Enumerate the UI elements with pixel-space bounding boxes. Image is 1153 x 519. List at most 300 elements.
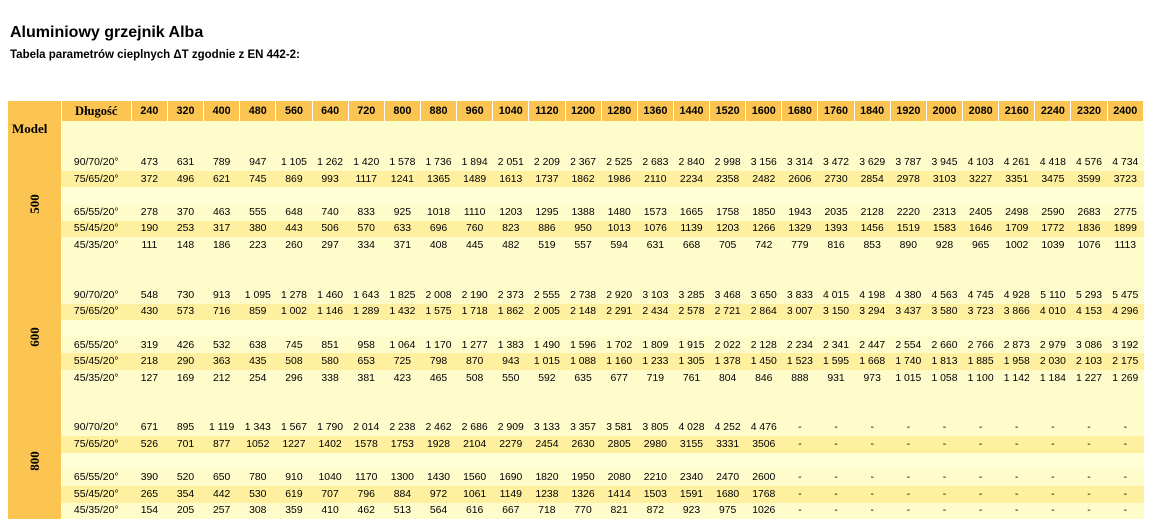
empty-cell xyxy=(601,270,637,287)
value-cell: 212 xyxy=(204,370,240,387)
empty-cell xyxy=(276,387,312,404)
value-cell: 1 432 xyxy=(384,304,420,321)
empty-cell xyxy=(61,121,131,138)
value-cell: 4 476 xyxy=(746,420,782,437)
empty-cell xyxy=(131,187,167,204)
value-cell: 745 xyxy=(240,171,276,188)
empty-cell xyxy=(457,387,493,404)
value-cell: 3 866 xyxy=(999,304,1035,321)
value-cell: 1 058 xyxy=(926,370,962,387)
empty-cell xyxy=(61,254,131,271)
temperature-label: 65/55/20° xyxy=(61,337,131,354)
value-cell: 740 xyxy=(312,204,348,221)
empty-cell xyxy=(167,270,203,287)
empty-cell xyxy=(204,453,240,470)
value-cell: 973 xyxy=(854,370,890,387)
value-cell: 638 xyxy=(240,337,276,354)
value-cell: 2 686 xyxy=(457,420,493,437)
value-cell: 3 581 xyxy=(601,420,637,437)
value-cell: 950 xyxy=(565,221,601,238)
value-cell: 148 xyxy=(167,237,203,254)
value-cell: 3 437 xyxy=(890,304,926,321)
spacer-row xyxy=(8,187,1144,204)
value-cell: 2590 xyxy=(1035,204,1071,221)
empty-cell xyxy=(240,254,276,271)
value-cell: - xyxy=(963,486,999,503)
empty-cell xyxy=(963,403,999,420)
empty-cell xyxy=(673,138,709,155)
value-cell: 823 xyxy=(493,221,529,238)
empty-cell xyxy=(61,320,131,337)
empty-cell xyxy=(312,320,348,337)
value-cell: 338 xyxy=(312,370,348,387)
empty-cell xyxy=(963,138,999,155)
value-cell: 779 xyxy=(782,237,818,254)
value-cell: 190 xyxy=(131,221,167,238)
value-cell: 5 110 xyxy=(1035,287,1071,304)
empty-cell xyxy=(999,453,1035,470)
empty-cell xyxy=(1071,187,1107,204)
length-header-cell: 800 xyxy=(384,101,420,121)
value-cell: 1737 xyxy=(529,171,565,188)
empty-cell xyxy=(384,270,420,287)
empty-cell xyxy=(818,138,854,155)
empty-cell xyxy=(1071,138,1107,155)
value-cell: - xyxy=(782,436,818,453)
value-cell: 2498 xyxy=(999,204,1035,221)
value-cell: 218 xyxy=(131,353,167,370)
value-cell: 473 xyxy=(131,154,167,171)
value-cell: 913 xyxy=(204,287,240,304)
model-name-cell xyxy=(8,403,61,519)
value-cell: 1 064 xyxy=(384,337,420,354)
empty-cell xyxy=(240,453,276,470)
value-cell: 931 xyxy=(818,370,854,387)
empty-cell xyxy=(1071,254,1107,271)
empty-cell xyxy=(565,453,601,470)
empty-cell xyxy=(420,453,456,470)
value-cell: 631 xyxy=(167,154,203,171)
empty-cell xyxy=(782,320,818,337)
empty-cell xyxy=(167,254,203,271)
value-cell: 3 156 xyxy=(746,154,782,171)
empty-cell xyxy=(384,138,420,155)
value-cell: 619 xyxy=(276,486,312,503)
value-cell: - xyxy=(999,469,1035,486)
value-cell: - xyxy=(818,436,854,453)
value-cell: - xyxy=(1071,436,1107,453)
value-cell: 1 015 xyxy=(529,353,565,370)
empty-cell xyxy=(348,187,384,204)
value-cell: 1139 xyxy=(673,221,709,238)
empty-cell xyxy=(384,187,420,204)
value-cell: 719 xyxy=(637,370,673,387)
value-cell: 975 xyxy=(710,503,746,519)
value-cell: 4 028 xyxy=(673,420,709,437)
value-cell: 1 289 xyxy=(348,304,384,321)
value-cell: 2220 xyxy=(890,204,926,221)
value-cell: 993 xyxy=(312,171,348,188)
value-cell: 621 xyxy=(204,171,240,188)
table-row xyxy=(8,503,1144,519)
empty-cell xyxy=(999,138,1035,155)
value-cell: 677 xyxy=(601,370,637,387)
empty-cell xyxy=(963,254,999,271)
value-cell: - xyxy=(890,420,926,437)
value-cell: 1300 xyxy=(384,469,420,486)
value-cell: 1 643 xyxy=(348,287,384,304)
value-cell: 1503 xyxy=(637,486,673,503)
empty-cell xyxy=(890,403,926,420)
empty-cell xyxy=(240,387,276,404)
empty-cell xyxy=(457,187,493,204)
empty-cell xyxy=(818,270,854,287)
value-cell: 2980 xyxy=(637,436,673,453)
value-cell: 804 xyxy=(710,370,746,387)
value-cell: 2854 xyxy=(854,171,890,188)
value-cell: 1899 xyxy=(1107,221,1143,238)
value-cell: 888 xyxy=(782,370,818,387)
empty-cell xyxy=(926,187,962,204)
value-cell: - xyxy=(854,503,890,519)
value-cell: 1709 xyxy=(999,221,1035,238)
value-cell: 1 718 xyxy=(457,304,493,321)
empty-cell xyxy=(601,254,637,271)
value-cell: 1 813 xyxy=(926,353,962,370)
value-cell: 4 261 xyxy=(999,154,1035,171)
empty-cell xyxy=(999,121,1035,138)
value-cell: 1052 xyxy=(240,436,276,453)
value-cell: 925 xyxy=(384,204,420,221)
empty-cell xyxy=(1071,320,1107,337)
value-cell: - xyxy=(926,503,962,519)
value-cell: 631 xyxy=(637,237,673,254)
value-cell: - xyxy=(963,469,999,486)
empty-cell xyxy=(167,387,203,404)
value-cell: 186 xyxy=(204,237,240,254)
temperature-label: 75/65/20° xyxy=(61,304,131,321)
empty-cell xyxy=(601,187,637,204)
value-cell: - xyxy=(999,436,1035,453)
value-cell: 1 885 xyxy=(963,353,999,370)
spacer-row xyxy=(8,453,1144,470)
value-cell: 1 383 xyxy=(493,337,529,354)
value-cell: 3 314 xyxy=(782,154,818,171)
value-cell: 1203 xyxy=(710,221,746,238)
empty-cell xyxy=(565,254,601,271)
empty-cell xyxy=(167,187,203,204)
value-cell: 2 578 xyxy=(673,304,709,321)
table-row xyxy=(8,370,1144,387)
empty-cell xyxy=(963,187,999,204)
value-cell: 2 008 xyxy=(420,287,456,304)
value-cell: 2683 xyxy=(1071,204,1107,221)
value-cell: - xyxy=(890,436,926,453)
empty-cell xyxy=(673,270,709,287)
empty-cell xyxy=(854,138,890,155)
value-cell: 4 252 xyxy=(710,420,746,437)
empty-cell xyxy=(131,403,167,420)
empty-cell xyxy=(312,403,348,420)
temperature-label: 65/55/20° xyxy=(61,204,131,221)
value-cell: 319 xyxy=(131,337,167,354)
value-cell: 548 xyxy=(131,287,167,304)
value-cell: - xyxy=(854,436,890,453)
empty-cell xyxy=(637,254,673,271)
empty-cell xyxy=(890,270,926,287)
model-label: Model xyxy=(8,121,61,138)
value-cell: - xyxy=(1035,469,1071,486)
value-cell: 972 xyxy=(420,486,456,503)
value-cell: 3 580 xyxy=(926,304,962,321)
spacer-row xyxy=(8,254,1144,271)
value-cell: 4 103 xyxy=(963,154,999,171)
value-cell: 1365 xyxy=(420,171,456,188)
value-cell: 445 xyxy=(457,237,493,254)
empty-cell xyxy=(565,270,601,287)
length-header-cell: 1040 xyxy=(493,101,529,121)
value-cell: 1393 xyxy=(818,221,854,238)
empty-cell xyxy=(782,403,818,420)
value-cell: 1 269 xyxy=(1107,370,1143,387)
value-cell: - xyxy=(999,486,1035,503)
empty-cell xyxy=(1107,387,1143,404)
value-cell: 359 xyxy=(276,503,312,519)
length-header-cell: 720 xyxy=(348,101,384,121)
empty-cell xyxy=(493,254,529,271)
value-cell: 1 170 xyxy=(420,337,456,354)
value-cell: 1591 xyxy=(673,486,709,503)
empty-cell xyxy=(457,453,493,470)
empty-cell xyxy=(276,138,312,155)
value-cell: 2 660 xyxy=(926,337,962,354)
empty-cell xyxy=(818,453,854,470)
value-cell: 508 xyxy=(457,370,493,387)
value-cell: - xyxy=(1107,503,1143,519)
value-cell: 1753 xyxy=(384,436,420,453)
length-label: Długość xyxy=(61,101,131,121)
model-name-cell xyxy=(8,270,61,403)
empty-cell xyxy=(601,453,637,470)
empty-cell xyxy=(131,453,167,470)
empty-cell xyxy=(746,320,782,337)
temperature-label: 55/45/20° xyxy=(61,486,131,503)
value-cell: 707 xyxy=(312,486,348,503)
empty-cell xyxy=(384,387,420,404)
empty-cell xyxy=(601,320,637,337)
empty-cell xyxy=(457,138,493,155)
value-cell: 1 668 xyxy=(854,353,890,370)
value-cell: 2279 xyxy=(493,436,529,453)
table-row xyxy=(8,436,1144,453)
empty-cell xyxy=(167,403,203,420)
length-header-cell: 1440 xyxy=(673,101,709,121)
empty-cell xyxy=(167,121,203,138)
empty-cell xyxy=(348,121,384,138)
value-cell: 884 xyxy=(384,486,420,503)
empty-cell xyxy=(240,187,276,204)
value-cell: 363 xyxy=(204,353,240,370)
empty-cell xyxy=(529,138,565,155)
value-cell: 410 xyxy=(312,503,348,519)
empty-cell xyxy=(854,320,890,337)
empty-cell xyxy=(637,320,673,337)
page-subtitle: Tabela parametrów cieplnych ΔT zgodnie z EN 442-2: xyxy=(10,49,300,61)
empty-cell xyxy=(457,121,493,138)
value-cell: 2 128 xyxy=(746,337,782,354)
value-cell: 3155 xyxy=(673,436,709,453)
empty-cell xyxy=(854,403,890,420)
value-cell: 853 xyxy=(854,237,890,254)
value-cell: 943 xyxy=(493,353,529,370)
value-cell: 668 xyxy=(673,237,709,254)
empty-cell xyxy=(529,187,565,204)
value-cell: - xyxy=(1071,503,1107,519)
value-cell: 851 xyxy=(312,337,348,354)
empty-cell xyxy=(312,453,348,470)
value-cell: 3 285 xyxy=(673,287,709,304)
value-cell: 1680 xyxy=(710,486,746,503)
empty-cell xyxy=(673,254,709,271)
empty-cell xyxy=(493,121,529,138)
empty-cell xyxy=(926,121,962,138)
table-row xyxy=(8,171,1144,188)
value-cell: 496 xyxy=(167,171,203,188)
value-cell: 833 xyxy=(348,204,384,221)
value-cell: 1772 xyxy=(1035,221,1071,238)
empty-cell xyxy=(818,187,854,204)
empty-cell xyxy=(131,254,167,271)
empty-cell xyxy=(1035,254,1071,271)
value-cell: 1 262 xyxy=(312,154,348,171)
value-cell: 650 xyxy=(204,469,240,486)
value-cell: - xyxy=(999,503,1035,519)
value-cell: 2454 xyxy=(529,436,565,453)
value-cell: 2606 xyxy=(782,171,818,188)
value-cell: 3351 xyxy=(999,171,1035,188)
value-cell: 370 xyxy=(167,204,203,221)
length-header-cell: 1200 xyxy=(565,101,601,121)
length-header-cell: 640 xyxy=(312,101,348,121)
value-cell: 1758 xyxy=(710,204,746,221)
empty-cell xyxy=(1071,387,1107,404)
empty-cell xyxy=(673,320,709,337)
empty-cell xyxy=(420,121,456,138)
value-cell: 923 xyxy=(673,503,709,519)
value-cell: 1836 xyxy=(1071,221,1107,238)
value-cell: 3599 xyxy=(1071,171,1107,188)
temperature-label: 45/35/20° xyxy=(61,237,131,254)
empty-cell xyxy=(204,254,240,271)
value-cell: 3723 xyxy=(1107,171,1143,188)
value-cell: 2978 xyxy=(890,171,926,188)
value-cell: 519 xyxy=(529,237,565,254)
value-cell: 667 xyxy=(493,503,529,519)
empty-cell xyxy=(926,270,962,287)
value-cell: 4 198 xyxy=(854,287,890,304)
empty-cell xyxy=(637,138,673,155)
value-cell: 2 234 xyxy=(782,337,818,354)
value-cell: 1850 xyxy=(746,204,782,221)
value-cell: 2 920 xyxy=(601,287,637,304)
value-cell: - xyxy=(782,420,818,437)
value-cell: 653 xyxy=(348,353,384,370)
empty-cell xyxy=(565,121,601,138)
value-cell: 965 xyxy=(963,237,999,254)
empty-cell xyxy=(1035,403,1071,420)
value-cell: 705 xyxy=(710,237,746,254)
length-header-cell: 2160 xyxy=(999,101,1035,121)
empty-cell xyxy=(457,320,493,337)
table-row xyxy=(8,204,1144,221)
empty-cell xyxy=(710,387,746,404)
value-cell: 1862 xyxy=(565,171,601,188)
value-cell: 3 833 xyxy=(782,287,818,304)
empty-cell xyxy=(420,320,456,337)
value-cell: 886 xyxy=(529,221,565,238)
value-cell: 1430 xyxy=(420,469,456,486)
value-cell: 1040 xyxy=(312,469,348,486)
value-cell: 1 825 xyxy=(384,287,420,304)
empty-cell xyxy=(710,254,746,271)
value-cell: 2 979 xyxy=(1035,337,1071,354)
value-cell: - xyxy=(926,420,962,437)
value-cell: 890 xyxy=(890,237,926,254)
empty-cell xyxy=(312,387,348,404)
length-header-cell: 880 xyxy=(420,101,456,121)
empty-cell xyxy=(673,187,709,204)
value-cell: 2340 xyxy=(673,469,709,486)
value-cell: 2 738 xyxy=(565,287,601,304)
value-cell: 3 805 xyxy=(637,420,673,437)
empty-cell xyxy=(746,121,782,138)
value-cell: 1 567 xyxy=(276,420,312,437)
value-cell: - xyxy=(818,469,854,486)
value-cell: 260 xyxy=(276,237,312,254)
empty-cell xyxy=(61,270,131,287)
value-cell: 1 100 xyxy=(963,370,999,387)
value-cell: 111 xyxy=(131,237,167,254)
value-cell: 1950 xyxy=(565,469,601,486)
empty-cell xyxy=(710,403,746,420)
value-cell: 3506 xyxy=(746,436,782,453)
value-cell: 550 xyxy=(493,370,529,387)
empty-cell xyxy=(782,138,818,155)
value-cell: 798 xyxy=(420,353,456,370)
value-cell: 257 xyxy=(204,503,240,519)
value-cell: 5 293 xyxy=(1071,287,1107,304)
value-cell: 2104 xyxy=(457,436,493,453)
value-cell: 4 296 xyxy=(1107,304,1143,321)
value-cell: 846 xyxy=(746,370,782,387)
value-cell: 2035 xyxy=(818,204,854,221)
empty-cell xyxy=(746,138,782,155)
value-cell: 2358 xyxy=(710,171,746,188)
value-cell: 2 190 xyxy=(457,287,493,304)
value-cell: 1329 xyxy=(782,221,818,238)
value-cell: 1 809 xyxy=(637,337,673,354)
empty-cell xyxy=(710,453,746,470)
empty-cell xyxy=(963,387,999,404)
value-cell: 1690 xyxy=(493,469,529,486)
value-cell: 1241 xyxy=(384,171,420,188)
value-cell: 317 xyxy=(204,221,240,238)
value-cell: 1110 xyxy=(457,204,493,221)
value-cell: 532 xyxy=(204,337,240,354)
length-header-cell: 1680 xyxy=(782,101,818,121)
empty-cell xyxy=(565,320,601,337)
value-cell: 1 119 xyxy=(204,420,240,437)
